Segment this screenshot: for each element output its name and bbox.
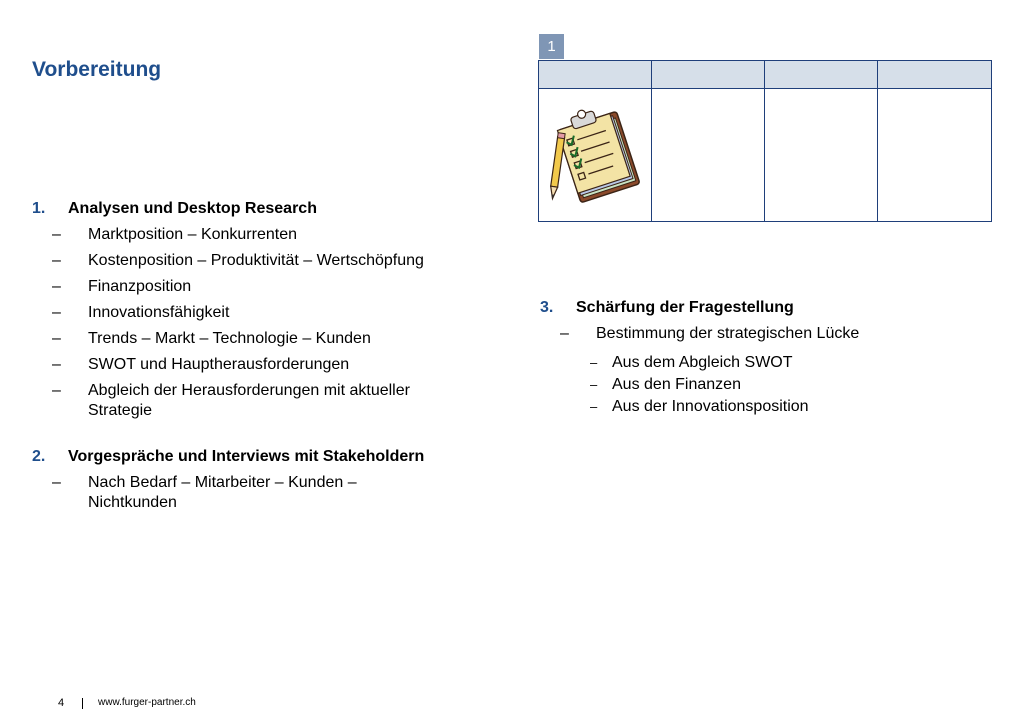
list-subitem: – Aus der Innovationsposition [590,398,809,415]
grid-body-cell [652,89,765,221]
section-3-number: 3. [540,299,554,316]
list-item: – SWOT und Hauptherausforderungen [52,356,350,373]
list-item: – Finanzposition [52,278,192,295]
footer-url[interactable]: www.furger-partner.ch [98,697,196,708]
page-number: 4 [58,697,65,709]
section-3-title: Schärfung der Fragestellung [576,299,794,316]
list-item: – Bestimmung der strategischen Lücke [560,325,860,342]
page-title: Vorbereitung [32,58,162,81]
right-list [540,298,1010,418]
section-1-heading [32,199,502,219]
list-item: – Innovationsfähigkeit [52,304,230,321]
section-2-number: 2. [32,448,46,465]
list-subitem: – Aus dem Abgleich SWOT [590,354,793,371]
section-2-heading [32,447,502,467]
section-3-heading [540,298,1010,318]
list-item: – Nach Bedarf – Mitarbeiter – Kunden – Nichtkunden [52,474,357,511]
list-item: – Kostenposition – Produktivität – Wertschöpfung [52,252,424,269]
grid-header-cell [539,61,652,89]
clipboard-checklist-icon [544,103,648,212]
left-list [32,199,502,513]
grid-header-cell [652,61,765,89]
grid-header-cell [765,61,878,89]
grid-body-cell [765,89,878,221]
list-item: – Marktposition – Konkurrenten [52,226,297,243]
step-badge: 1 [539,34,564,59]
list-item: – Abgleich der Herausforderungen mit aktueller Strategie [52,382,410,419]
section-1-number: 1. [32,200,46,217]
section-1-title: Analysen und Desktop Research [68,200,317,217]
footer-divider [82,698,83,709]
section-2-title: Vorgespräche und Interviews mit Stakeholdern [68,448,425,465]
grid-header-cell [878,61,991,89]
list-subitem: – Aus den Finanzen [590,376,741,393]
list-item: – Trends – Markt – Technologie – Kunden [52,330,371,347]
